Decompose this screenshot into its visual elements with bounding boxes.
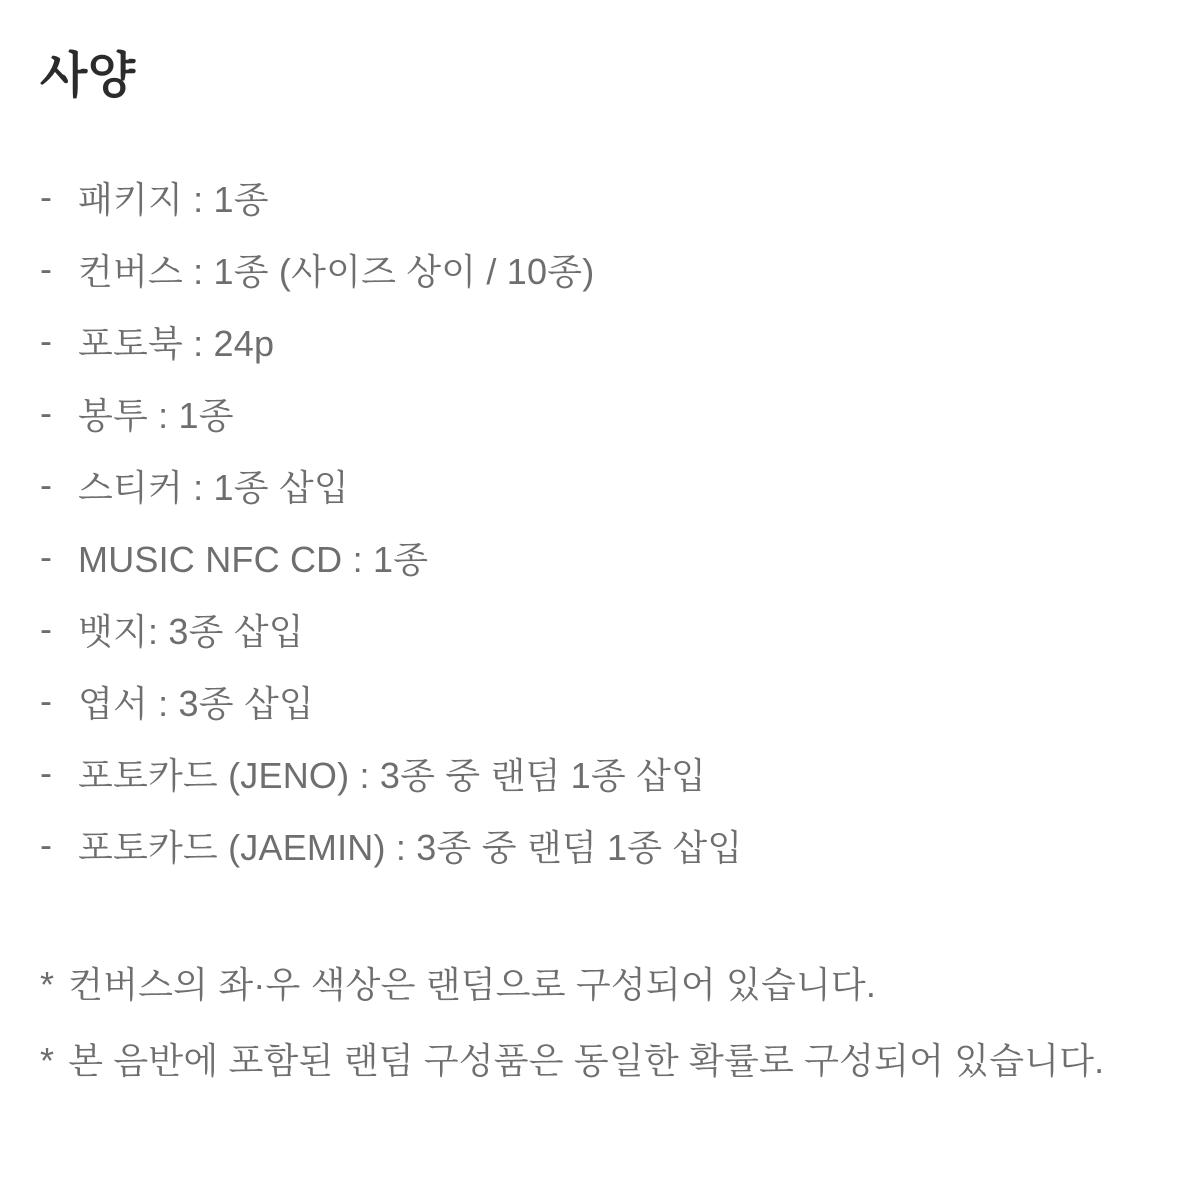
spec-item-text: 컨버스 : 1종 (사이즈 상이 / 10종): [78, 250, 595, 292]
hyphen-bullet: -: [40, 464, 53, 505]
hyphen-bullet: -: [40, 608, 53, 649]
hyphen-bullet: -: [40, 248, 53, 289]
hyphen-bullet: -: [40, 680, 53, 721]
note-text: 컨버스의 좌·우 색상은 랜덤으로 구성되어 있습니다.: [68, 964, 877, 1005]
spec-item-package: [40, 161, 1139, 233]
hyphen-bullet: -: [40, 176, 53, 217]
spec-item-text: 포토카드 (JAEMIN) : 3종 중 랜덤 1종 삽입: [78, 826, 743, 868]
hyphen-bullet: -: [40, 824, 53, 865]
note-text: 본 음반에 포함된 랜덤 구성품은 동일한 확률로 구성되어 있습니다.: [68, 1040, 1105, 1081]
spec-item-badge: [40, 593, 1139, 665]
hyphen-bullet: -: [40, 752, 53, 793]
spec-item-music-nfc-cd: [40, 521, 1139, 593]
asterisk-marker: *: [40, 964, 55, 1005]
spec-item-photocard-jaemin: [40, 809, 1139, 881]
note-equal-probability: [40, 1023, 1115, 1099]
spec-item-text: 포토북 : 24p: [78, 322, 275, 364]
spec-item-sticker: [40, 449, 1139, 521]
spec-item-envelope: [40, 377, 1139, 449]
spec-item-text: 패키지 : 1종: [78, 178, 269, 220]
spec-item-text: 봉투 : 1종: [78, 394, 234, 436]
spec-item-photocard-jeno: [40, 737, 1139, 809]
spec-item-photobook: [40, 305, 1139, 377]
spec-item-postcard: [40, 665, 1139, 737]
page-title: 사양: [40, 49, 136, 103]
hyphen-bullet: -: [40, 392, 53, 433]
spec-item-text: 엽서 : 3종 삽입: [78, 682, 314, 724]
hyphen-bullet: -: [40, 320, 53, 361]
note-canvas-random: [40, 947, 1115, 1023]
spec-item-text: 포토카드 (JENO) : 3종 중 랜덤 1종 삽입: [78, 754, 706, 796]
asterisk-marker: *: [40, 1040, 55, 1081]
hyphen-bullet: -: [40, 536, 53, 577]
spec-item-text: 뱃지: 3종 삽입: [78, 610, 304, 652]
spec-list: [40, 161, 1139, 881]
notes-section: [40, 947, 1115, 1099]
spec-item-canvas: [40, 233, 1139, 305]
spec-item-text: MUSIC NFC CD : 1종: [78, 538, 429, 580]
spec-item-text: 스티커 : 1종 삽입: [78, 466, 349, 508]
